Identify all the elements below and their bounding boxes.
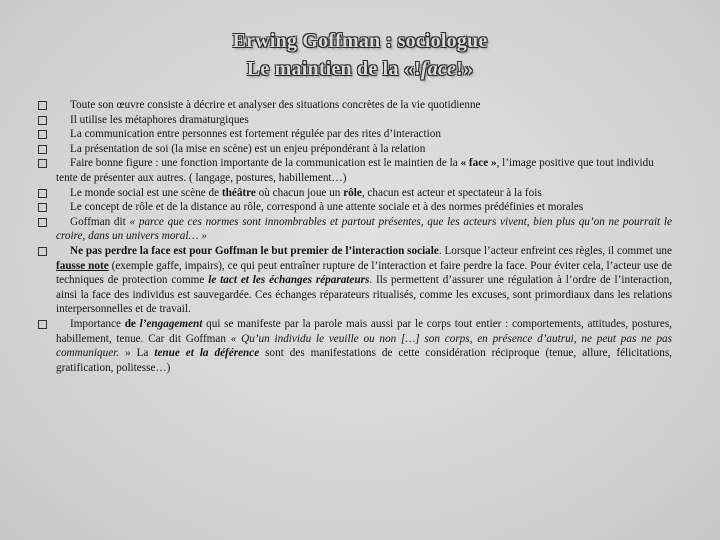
list-item: La communication entre personnes est fortement régulée par des rites d’interaction bbox=[38, 127, 672, 142]
checkbox-bullet-icon bbox=[38, 116, 47, 125]
checkbox-bullet-icon bbox=[38, 159, 47, 168]
list-item: Toute son œuvre consiste à décrire et analyser des situations concrètes de la vie quotidienne bbox=[38, 98, 672, 113]
checkbox-bullet-icon bbox=[38, 320, 47, 329]
list-item: Goffman dit « parce que ces normes sont innombrables et partout présentes, que les acteurs vivent, bien plus qu’on ne pourrait le croire, dans un univers moral… » bbox=[38, 215, 672, 244]
list-item: La présentation de soi (la mise en scène) est un enjeu prépondérant à la relation bbox=[38, 142, 672, 157]
checkbox-bullet-icon bbox=[38, 130, 47, 139]
list-item: Ne pas perdre la face est pour Goffman le but premier de l’interaction sociale. Lorsque l’acteur enfreint ces règles, il commet une fausse note (exemple gaffe, impairs), ce qui peut entraîner rupture de l’interaction et faire perdre la face. Pour éviter cela, l’acteur use de techniques de protection comme le tact et les échanges réparateurs. Ils permettent d’assurer une régulation à l’ordre de l’interaction, ainsi la face des individus est sauvegardée. Ces échanges réparateurs ritualisés, comme les excuses, sont primordiaux dans les relations interpersonnelles et de travail. bbox=[38, 244, 672, 317]
checkbox-bullet-icon bbox=[38, 218, 47, 227]
checkbox-bullet-icon bbox=[38, 101, 47, 110]
title-line-2 bbox=[0, 55, 720, 83]
checkbox-bullet-icon bbox=[38, 145, 47, 154]
slide-title bbox=[0, 27, 720, 83]
checkbox-bullet-icon bbox=[38, 203, 47, 212]
title-line-2-pre: Le maintien de la «! bbox=[246, 58, 421, 80]
title-line-1: Erwing Goffman : sociologue bbox=[232, 30, 488, 52]
list-item: Le concept de rôle et de la distance au rôle, correspond à une attente sociale et à des normes prédéfinies et morales bbox=[38, 200, 672, 215]
list-item: Le monde social est une scène de théâtre où chacun joue un rôle, chacun est acteur et spectateur à la fois bbox=[38, 186, 672, 201]
checkbox-bullet-icon bbox=[38, 189, 47, 198]
list-item: Il utilise les métaphores dramaturgiques bbox=[38, 113, 672, 128]
bullet-list bbox=[38, 98, 672, 375]
title-line-2-face: face bbox=[420, 58, 457, 80]
list-item: Faire bonne figure : une fonction importante de la communication est le maintien de la « face », l’image positive que tout individu tente de présenter aux autres. ( langage, postures, habillement…) bbox=[38, 156, 672, 185]
title-line-2-post: !» bbox=[456, 58, 474, 80]
checkbox-bullet-icon bbox=[38, 247, 47, 256]
list-item: Importance de l’engagement qui se manifeste par la parole mais aussi par le corps tout entier : comportements, attitudes, postures, habillement, tenue. Car dit Goffman « Qu’un individu le veuille ou non […] son corps, en présence d’autrui, ne peut pas ne pas communiquer. » La tenue et la déférence sont des manifestations de cette considération réciproque (tenue, allure, félicitations, gratification, politesse…) bbox=[38, 317, 672, 375]
